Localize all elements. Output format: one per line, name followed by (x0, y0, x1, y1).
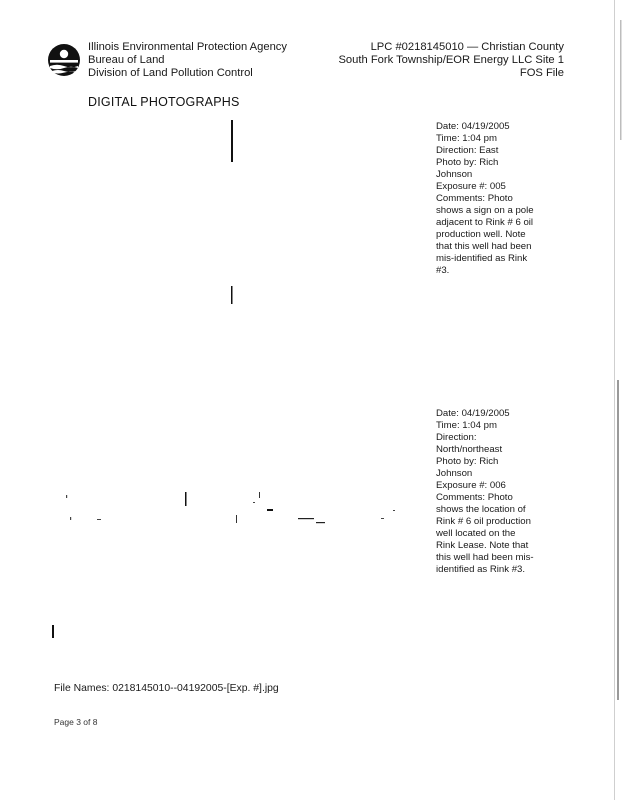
photo-2-caption (436, 408, 561, 576)
caption-line: adjacent to Rink # 6 oil (436, 217, 534, 228)
agency-name: Illinois Environmental Protection Agency (88, 41, 287, 53)
caption-line: shows the location of (436, 504, 526, 515)
division-name: Division of Land Pollution Control (88, 67, 253, 79)
caption-line: this well had been mis- (436, 552, 534, 563)
caption-line: Direction: (436, 432, 477, 443)
file-type: FOS File (519, 67, 564, 79)
caption-line: Date: 04/19/2005 (436, 408, 510, 419)
caption-line: Photo by: Rich (436, 456, 499, 467)
caption-line: identified as Rink #3. (436, 564, 526, 575)
caption-line: Exposure #: 005 (436, 181, 506, 192)
caption-line: Time: 1:04 pm (436, 133, 497, 144)
caption-line: Rink Lease. Note that (436, 540, 529, 551)
bureau-name: Bureau of Land (88, 54, 165, 66)
caption-line: Photo by: Rich (436, 157, 499, 168)
caption-line: well located on the (436, 528, 516, 539)
caption-line: mis-identified as Rink (436, 253, 528, 264)
caption-line: Exposure #: 006 (436, 480, 506, 491)
caption-line: Date: 04/19/2005 (436, 121, 510, 132)
caption-line: Comments: Photo (436, 193, 513, 204)
photo-1-caption (436, 121, 561, 277)
caption-line: Rink # 6 oil production (436, 516, 531, 527)
caption-line: production well. Note (436, 229, 526, 240)
lpc-number: LPC #0218145010 — Christian County (370, 41, 564, 53)
caption-line: Direction: East (436, 145, 499, 156)
caption-line: Johnson (436, 169, 473, 180)
caption-line: #3. (436, 265, 450, 276)
site-name: South Fork Township/EOR Energy LLC Site 1 (338, 54, 564, 66)
caption-line: shows a sign on a pole (436, 205, 534, 216)
caption-line: Comments: Photo (436, 492, 513, 503)
caption-line: North/northeast (436, 444, 503, 455)
caption-line: Johnson (436, 468, 473, 479)
caption-line: Time: 1:04 pm (436, 420, 497, 431)
page-title: DIGITAL PHOTOGRAPHS (88, 95, 240, 109)
caption-line: that this well had been (436, 241, 532, 252)
page-number: Page 3 of 8 (54, 717, 98, 727)
file-names-note: File Names: 0218145010--04192005-[Exp. #].jpg (54, 683, 279, 694)
